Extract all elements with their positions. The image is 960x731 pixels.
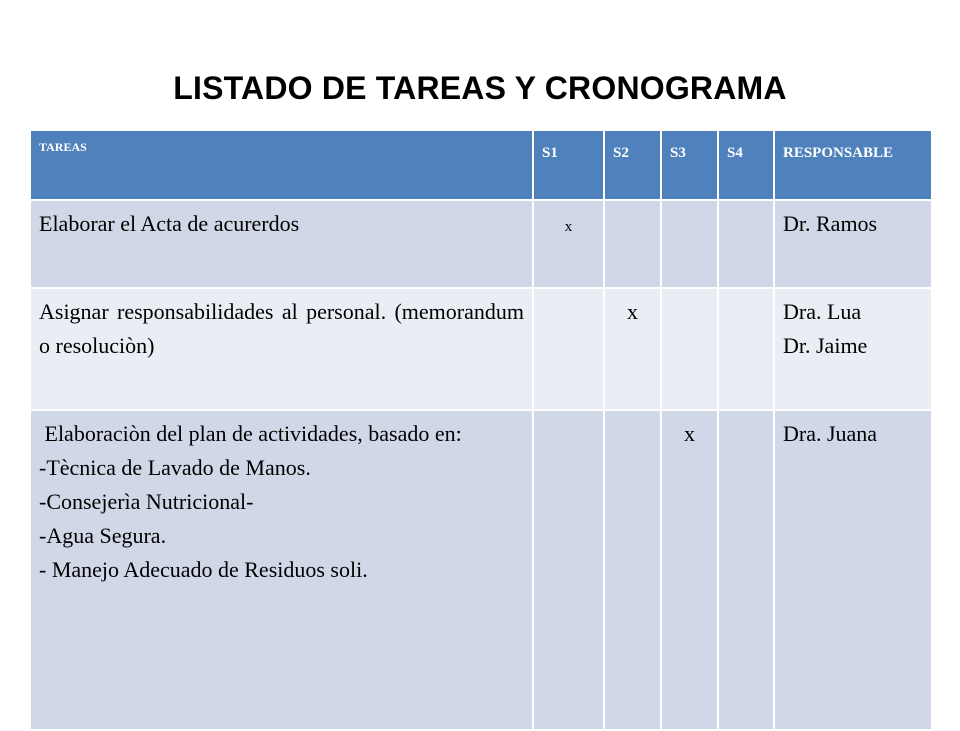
- slide-title: LISTADO DE TAREAS Y CRONOGRAMA: [173, 70, 787, 106]
- responsable-cell: [774, 288, 932, 410]
- header-s2: S2: [604, 130, 661, 200]
- task-line: Asignar responsabilidades al personal. (memorandum o resoluciòn): [39, 299, 524, 358]
- s2-cell: [604, 410, 661, 730]
- table-header-row: [30, 130, 932, 200]
- s4-cell: [718, 288, 774, 410]
- task-cell: [30, 410, 533, 730]
- task-line: - Manejo Adecuado de Residuos soli.: [39, 557, 368, 582]
- task-line: Elaborar el Acta de acurerdos: [39, 211, 300, 236]
- task-line: -Tècnica de Lavado de Manos.: [39, 455, 311, 480]
- task-cell: [30, 200, 533, 288]
- s2-cell: [604, 200, 661, 288]
- table-row: [30, 288, 932, 410]
- responsable-line: Dr. Ramos: [783, 211, 878, 236]
- header-s3: S3: [661, 130, 718, 200]
- s3-cell: x: [661, 410, 718, 730]
- s2-cell: x: [604, 288, 661, 410]
- header-s1: S1: [533, 130, 604, 200]
- week-mark: x: [564, 219, 573, 235]
- task-cell: [30, 288, 533, 410]
- s3-cell: [661, 288, 718, 410]
- s1-cell: [533, 410, 604, 730]
- responsable-cell: [774, 410, 932, 730]
- responsable-line: Dra. Lua: [783, 299, 862, 324]
- responsable-cell: [774, 200, 932, 288]
- s1-cell: [533, 288, 604, 410]
- s4-cell: [718, 410, 774, 730]
- header-s4: S4: [718, 130, 774, 200]
- header-responsable: RESPONSABLE: [774, 130, 932, 200]
- responsable-line: Dra. Juana: [783, 421, 878, 446]
- task-schedule-table: [29, 129, 933, 731]
- s4-cell: [718, 200, 774, 288]
- header-tareas: TAREAS: [30, 130, 533, 200]
- table-row: [30, 200, 932, 288]
- task-line: Elaboraciòn del plan de actividades, basado en:: [39, 421, 462, 446]
- task-line: -Agua Segura.: [39, 523, 167, 548]
- table-row: [30, 410, 932, 730]
- task-line: -Consejerìa Nutricional-: [39, 489, 254, 514]
- s3-cell: [661, 200, 718, 288]
- s1-cell: [533, 200, 604, 288]
- responsable-line: Dr. Jaime: [783, 333, 868, 358]
